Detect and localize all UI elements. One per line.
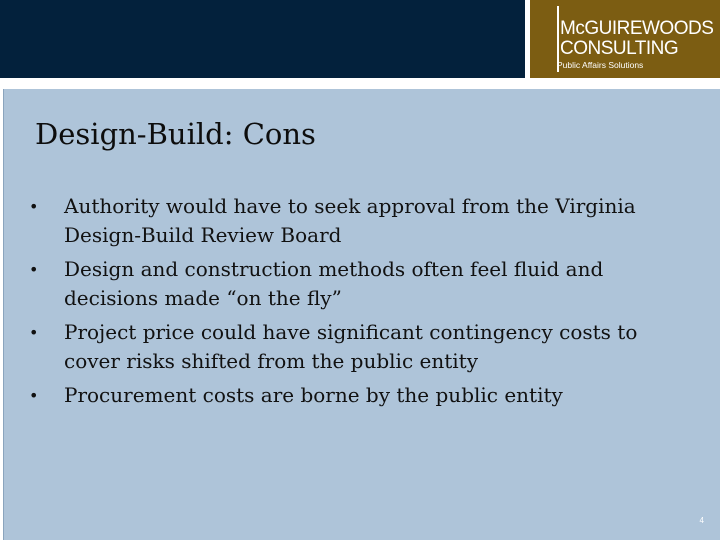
- slide-title: Design-Build: Cons: [35, 117, 316, 151]
- bullet-item: [28, 192, 668, 250]
- logo-text-mcguirewoods: McGUIREWOODS: [560, 18, 714, 39]
- page-number: 4: [699, 516, 704, 525]
- bullet-list: [28, 192, 668, 415]
- bullet-text: Procurement costs are borne by the public entity: [64, 383, 563, 407]
- bullet-text: Authority would have to seek approval from the Virginia Design-Build Review Board: [64, 194, 636, 247]
- bullet-item: [28, 255, 668, 313]
- bullet-icon: •: [29, 260, 39, 279]
- header-stripe: [0, 78, 720, 89]
- logo-tagline: Public Affairs Solutions: [557, 60, 644, 70]
- header-bar: [0, 0, 525, 78]
- company-logo: [530, 0, 720, 78]
- bullet-text: Project price could have significant contingency costs to cover risks shifted from the public entity: [64, 320, 638, 373]
- bullet-icon: •: [29, 197, 39, 216]
- bullet-text: Design and construction methods often feel fluid and decisions made “on the fly”: [64, 257, 604, 310]
- bullet-item: [28, 381, 668, 410]
- logo-text-consulting: CONSULTING: [560, 38, 679, 59]
- bullet-item: [28, 318, 668, 376]
- bullet-icon: •: [29, 386, 39, 405]
- bullet-icon: •: [29, 323, 39, 342]
